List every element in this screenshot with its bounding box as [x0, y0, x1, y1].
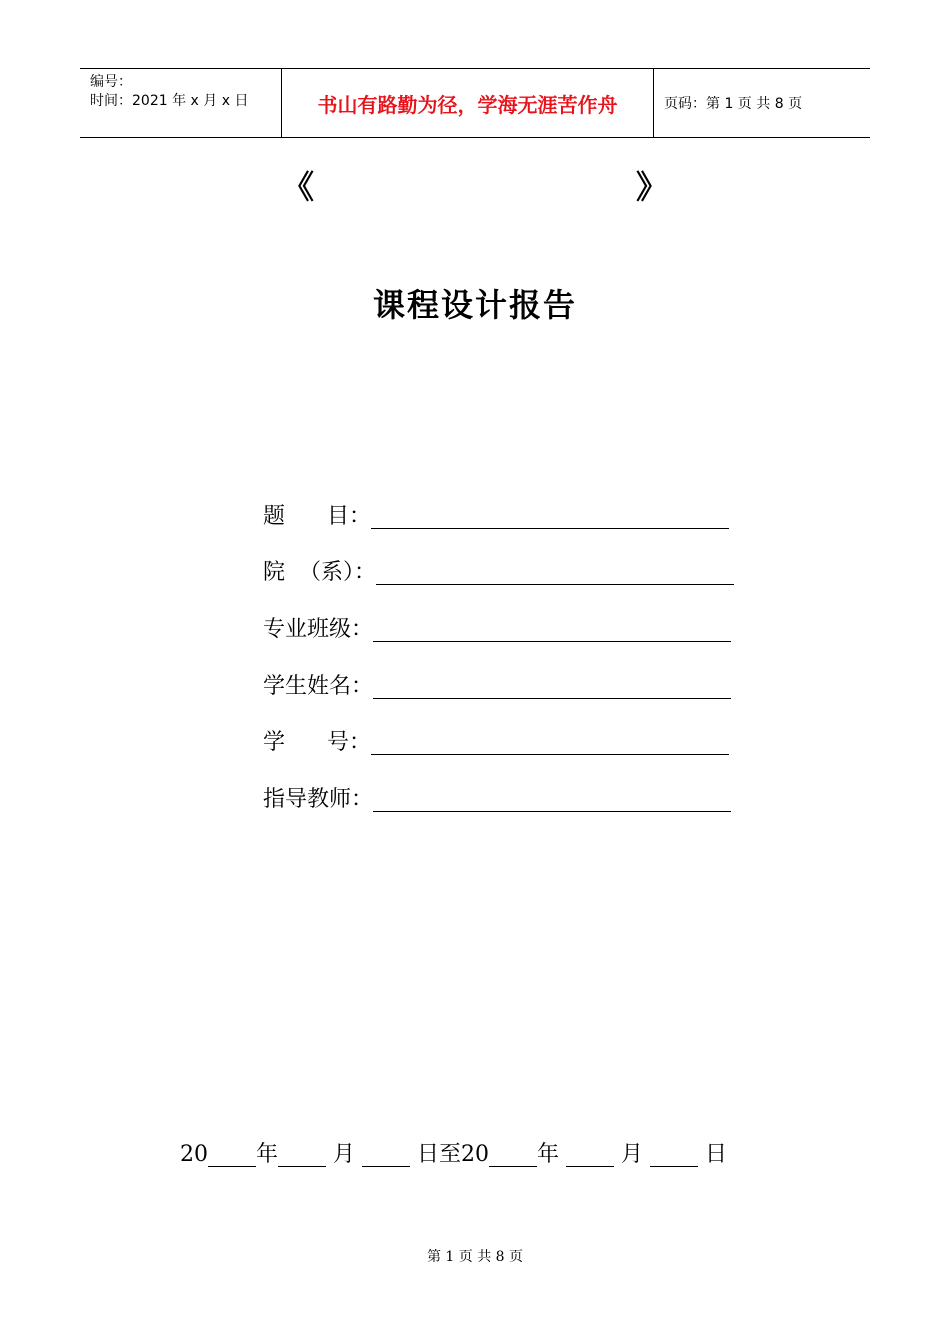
course-title-brackets — [0, 162, 950, 212]
date-year-label: 年 — [256, 1142, 279, 1167]
number-label: 编号： — [90, 74, 132, 90]
field-label: 专业班级： — [263, 617, 374, 642]
date-range-line — [180, 1134, 727, 1170]
date-year2-label: 年 — [537, 1142, 567, 1167]
date-blank[interactable] — [208, 1166, 256, 1167]
field-input-line[interactable] — [376, 584, 734, 585]
date-day-to-label: 日至20 — [410, 1142, 490, 1167]
report-title: 课程设计报告 — [372, 286, 577, 324]
time-label: 时间：2021 年 x 月 x 日 — [90, 93, 249, 109]
page-info: 页码：第 1 页 共 8 页 — [664, 96, 803, 112]
field-input-line[interactable] — [373, 698, 731, 699]
date-year-prefix: 20 — [180, 1142, 208, 1167]
open-bracket: 《 — [282, 168, 315, 206]
field-student-name — [263, 666, 731, 702]
field-input-line[interactable] — [373, 641, 731, 642]
motto: 书山有路勤为径，学海无涯苦作舟 — [281, 69, 654, 137]
field-input-line[interactable] — [373, 811, 731, 812]
close-bracket: 》 — [636, 168, 669, 206]
date-blank[interactable] — [278, 1166, 326, 1167]
date-month2-label: 月 — [614, 1142, 651, 1167]
date-day2-label: 日 — [698, 1142, 728, 1167]
date-blank[interactable] — [650, 1166, 698, 1167]
date-blank[interactable] — [489, 1166, 537, 1167]
date-month-label: 月 — [326, 1142, 363, 1167]
field-label: 学 号： — [263, 730, 371, 755]
date-blank[interactable] — [566, 1166, 614, 1167]
date-blank[interactable] — [362, 1166, 410, 1167]
field-major-class — [263, 609, 731, 645]
field-student-id — [263, 722, 729, 758]
header-table — [80, 68, 870, 138]
page-footer: 第 1 页 共 8 页 — [426, 1249, 524, 1265]
field-label: 题 目： — [263, 504, 371, 529]
header-meta — [80, 69, 281, 137]
field-label: 院 （系）： — [263, 560, 376, 585]
field-advisor — [263, 779, 731, 815]
field-label: 学生姓名： — [263, 674, 374, 699]
field-input-line[interactable] — [371, 528, 729, 529]
field-input-line[interactable] — [371, 754, 729, 755]
field-department — [263, 552, 734, 588]
field-label: 指导教师： — [263, 787, 374, 812]
field-topic — [263, 496, 729, 532]
